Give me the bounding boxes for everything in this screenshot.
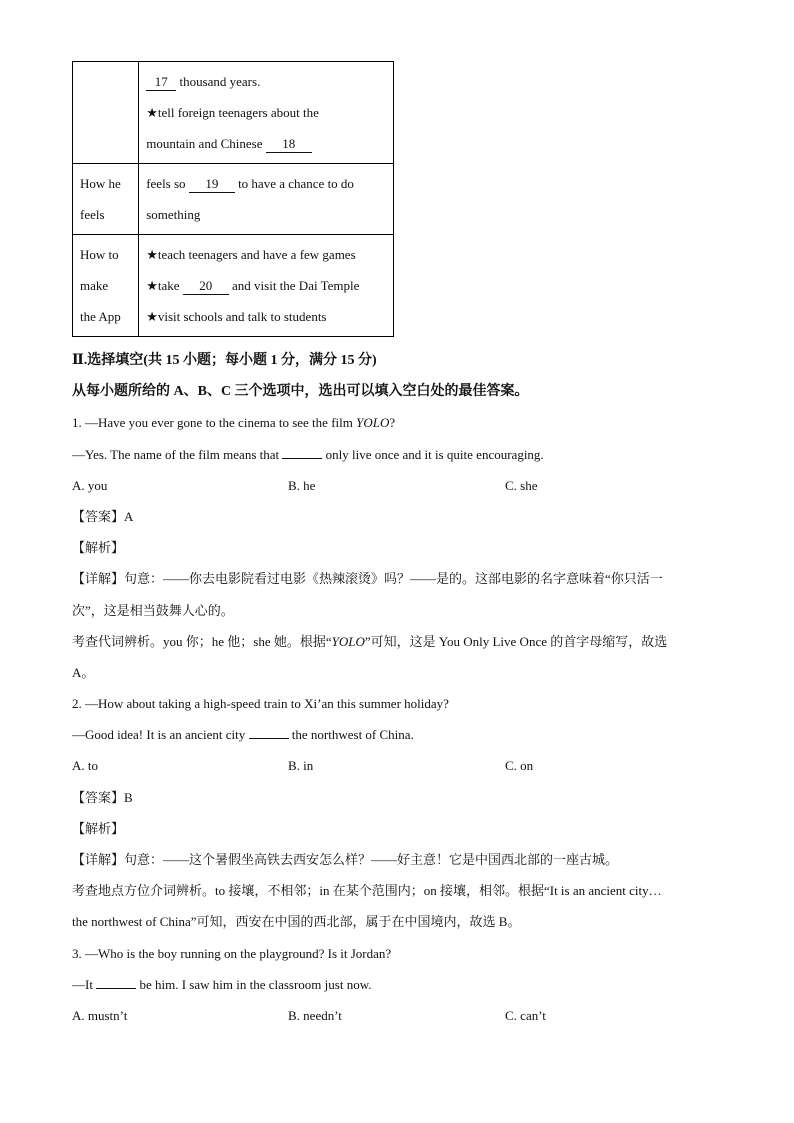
q3-option-b: B. needn’t [288, 1008, 342, 1023]
table-row [73, 62, 394, 164]
q1-detail: A。 [72, 665, 95, 680]
table-row-content [139, 164, 394, 235]
q2-answer: 【答案】B [72, 790, 133, 805]
q2-analysis-label: 【解析】 [72, 821, 125, 836]
table-text: mountain and Chinese [146, 136, 266, 151]
info-table [72, 61, 394, 337]
q1-answer: 【答案】A [72, 509, 134, 524]
q2-stem: 2. —How about taking a high-speed train to Xi’an this summer holiday? [72, 696, 449, 711]
table-text: thousand years. [176, 74, 261, 89]
table-row-head: How he feels [73, 164, 139, 235]
table-text: feels so [146, 176, 189, 191]
table-text: ★visit schools and talk to students [146, 309, 327, 324]
q3-option-a: A. mustn’t [72, 1008, 128, 1023]
q2-detail: 考查地点方位介词辨析。to 接壤，不相邻；in 在某个范围内；on 接壤，相邻。根据“It is an ancient city… [72, 883, 662, 898]
q2-option-c: C. on [505, 758, 534, 773]
q1-detail: 次”，这是相当鼓舞人心的。 [72, 603, 234, 618]
q1-option-a: A. you [72, 478, 108, 493]
q1-reply: —Yes. The name of the film means that only live once and it is quite encouraging. [72, 447, 544, 462]
table-text: to have a chance to do [234, 176, 354, 191]
blank-18: 18 [266, 135, 312, 153]
q2-reply: —Good idea! It is an ancient city the northwest of China. [72, 727, 414, 742]
section-instruction: 从每小题所给的 A、B、C 三个选项中，选出可以填入空白处的最佳答案。 [72, 384, 529, 399]
table-row-head: How to make the App [73, 235, 139, 337]
table-text: ★take [146, 278, 183, 293]
q2-option-b: B. in [288, 758, 314, 773]
q1-analysis-label: 【解析】 [72, 540, 125, 555]
q3-stem: 3. —Who is the boy running on the playground? Is it Jordan? [72, 946, 392, 961]
blank-19: 19 [189, 175, 235, 193]
q2-option-a: A. to [72, 758, 98, 773]
blank-20: 20 [183, 277, 229, 295]
q3-reply: —It be him. I saw him in the classroom just now. [72, 977, 372, 992]
section-title: Ⅱ.选择填空(共 15 小题；每小题 1 分，满分 15 分) [72, 353, 377, 368]
q3-option-c: C. can’t [505, 1008, 546, 1023]
table-row-content [139, 235, 394, 337]
answer-blank [249, 726, 289, 739]
table-row-head [73, 62, 139, 164]
table-row [73, 164, 394, 235]
q2-detail: the northwest of China”可知，西安在中国的西北部，属于在中国境内，故选 B。 [72, 914, 521, 929]
table-text: ★tell foreign teenagers about the [146, 105, 319, 120]
q1-detail: 【详解】句意：——你去电影院看过电影《热辣滚烫》吗？——是的。这部电影的名字意味着“你只活一 [72, 571, 663, 586]
q2-detail: 【详解】句意：——这个暑假坐高铁去西安怎么样？——好主意！它是中国西北部的一座古城。 [72, 852, 619, 867]
table-text: something [146, 207, 201, 222]
table-row [73, 235, 394, 337]
table-row-content [139, 62, 394, 164]
table-text: ★teach teenagers and have a few games [146, 247, 356, 262]
q1-option-b: B. he [288, 478, 316, 493]
table-text: and visit the Dai Temple [228, 278, 360, 293]
answer-blank [282, 446, 322, 459]
blank-17: 17 [146, 73, 176, 91]
q1-detail: 考查代词辨析。you 你；he 他；she 她。根据“YOLO”可知，这是 You Only Live Once 的首字母缩写，故选 [72, 634, 668, 649]
answer-blank [96, 976, 136, 989]
q1-option-c: C. she [505, 478, 538, 493]
q1-stem: 1. —Have you ever gone to the cinema to see the film YOLO? [72, 415, 396, 430]
